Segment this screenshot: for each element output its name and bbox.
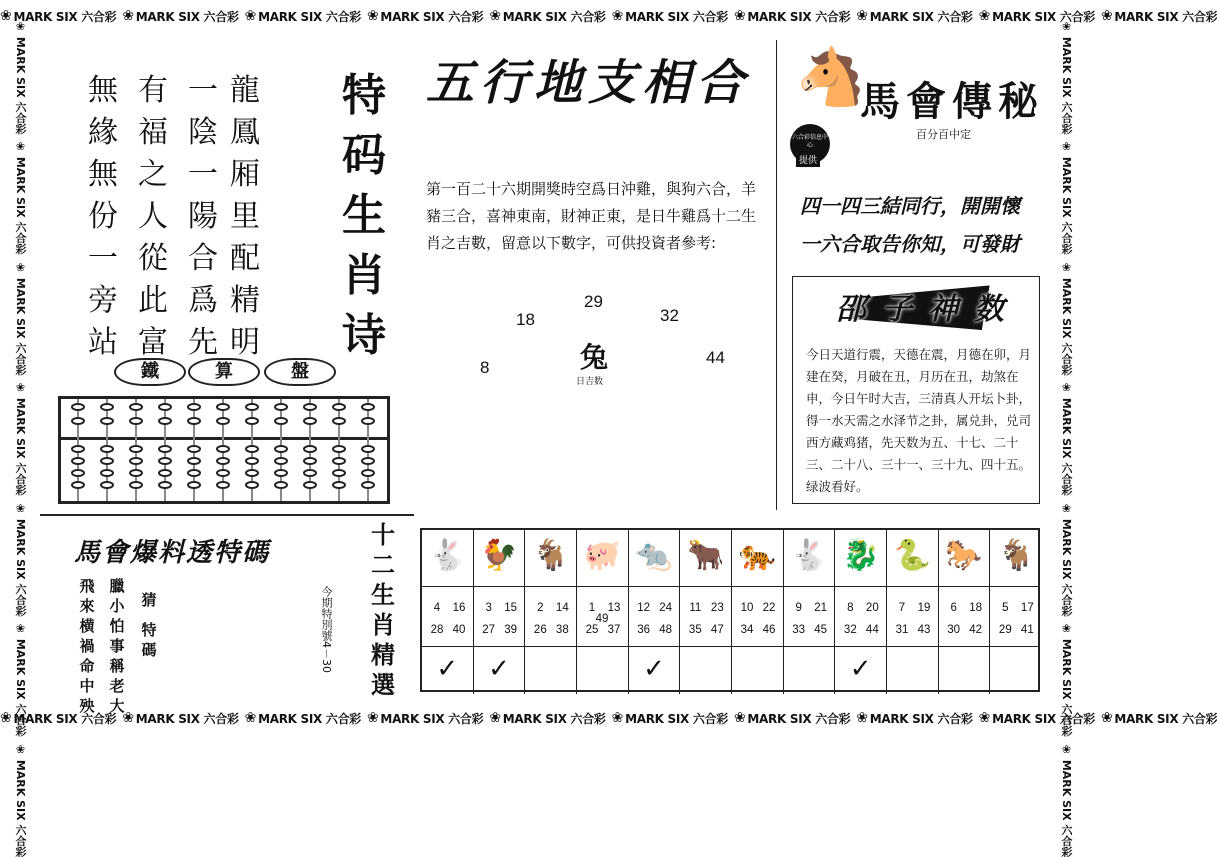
abacus-bead xyxy=(303,481,317,489)
abacus-bead xyxy=(71,403,85,411)
rabbit-icon: 🐇 xyxy=(790,538,828,573)
zodiac-number: 16 xyxy=(452,602,466,614)
seal-text: 六合彩信息中心 xyxy=(791,134,828,149)
flower-icon: ❀ xyxy=(122,8,134,24)
lucky-number: 29 xyxy=(584,292,603,311)
zodiac-number: 26 xyxy=(533,624,547,636)
abacus-bead xyxy=(100,469,114,477)
zodiac-number: 32 xyxy=(843,624,857,636)
border-unit: ❀ MARK SIX 六合彩 xyxy=(611,710,728,726)
lucky-zodiac-caption: 日吉数 xyxy=(576,377,604,387)
abacus-bead xyxy=(361,457,375,465)
border-unit: ❀ MARK SIX 六合彩 xyxy=(122,8,239,24)
abacus-bead xyxy=(274,469,288,477)
abacus-bead xyxy=(187,417,201,425)
border-unit: ❀ MARK SIX 六合彩 xyxy=(1060,20,1073,135)
zodiac-label: 十 二 生 肖 精 選 xyxy=(371,520,395,699)
abacus-bead xyxy=(187,457,201,465)
abacus-bead xyxy=(216,403,230,411)
abacus-bead xyxy=(303,469,317,477)
abacus-bead xyxy=(216,481,230,489)
check-icon: ✓ xyxy=(488,654,510,684)
zodiac-number: 3 xyxy=(485,602,492,614)
zodiac-number: 30 xyxy=(947,624,961,636)
flower-icon: ❀ xyxy=(1100,8,1113,24)
rooster-icon: 🐓 xyxy=(480,538,518,573)
flower-icon: ❀ xyxy=(122,710,134,726)
zodiac-number: 9 xyxy=(795,602,802,614)
abacus-bead xyxy=(361,445,375,453)
zodiac-number: 23 xyxy=(710,602,724,614)
abacus-label-3: 盤 xyxy=(264,358,336,386)
abacus-bead xyxy=(361,469,375,477)
border-unit: ❀ MARK SIX 六合彩 xyxy=(489,8,606,24)
zodiac-number: 6 xyxy=(950,602,957,614)
zodiac-column xyxy=(887,530,939,694)
special-number-note: 今期特別號4－30 xyxy=(320,586,333,673)
abacus-bead xyxy=(129,457,143,465)
zodiac-number: 27 xyxy=(482,624,496,636)
border-unit: ❀ MARK SIX 六合彩 xyxy=(14,622,27,737)
zodiac-number: 49 xyxy=(595,613,609,625)
insider-col-1: 飛 來 横 禍 命 中 殃 xyxy=(79,577,95,715)
border-unit: ❀ MARK SIX 六合彩 xyxy=(856,710,973,726)
top-border xyxy=(0,2,1217,30)
insider-title: 馬會爆料透特碼 xyxy=(74,538,271,568)
abacus-bead xyxy=(274,481,288,489)
zodiac-number: 24 xyxy=(659,602,673,614)
abacus-bead xyxy=(129,403,143,411)
abacus-label-1: 鐵 xyxy=(114,358,186,386)
zodiac-number: 11 xyxy=(689,602,702,614)
border-unit: ❀ MARK SIX 六合彩 xyxy=(1060,260,1073,376)
check-icon: ✓ xyxy=(849,654,872,684)
abacus-bead xyxy=(361,481,375,489)
abacus-bead xyxy=(158,457,172,465)
border-unit: ❀ MARK SIX 六合彩 xyxy=(14,140,27,255)
border-unit: ❀ MARK SIX 六合彩 xyxy=(14,260,27,376)
border-unit: ❀ MARK SIX 六合彩 xyxy=(14,381,27,496)
rabbit-icon: 🐇 xyxy=(428,538,466,573)
goat-icon: 🐐 xyxy=(997,538,1035,573)
zodiac-number: 31 xyxy=(895,624,909,636)
zodiac-column xyxy=(680,530,732,694)
flower-icon: ❀ xyxy=(1100,710,1113,726)
border-unit: ❀ MARK SIX 六合彩 xyxy=(733,710,851,726)
zodiac-number: 39 xyxy=(504,624,518,636)
flower-icon: ❀ xyxy=(978,8,991,24)
abacus-bead xyxy=(361,417,375,425)
flower-icon: ❀ xyxy=(978,710,991,726)
abacus-bead xyxy=(332,469,346,477)
abacus-bead xyxy=(158,481,172,489)
snake-icon: 🐍 xyxy=(893,538,931,573)
zodiac-number: 40 xyxy=(452,624,466,636)
zodiac-number: 28 xyxy=(430,624,444,636)
abacus-bead xyxy=(216,469,230,477)
flower-icon: ❀ xyxy=(0,8,12,24)
abacus-graphic xyxy=(58,396,390,504)
dragon-icon: 🐉 xyxy=(841,538,880,573)
abacus-bead xyxy=(100,403,114,411)
flower-icon: ❀ xyxy=(0,710,12,726)
zodiac-column xyxy=(474,530,526,694)
bottom-border xyxy=(0,704,1217,732)
border-unit: ❀ MARK SIX 六合彩 xyxy=(1060,501,1073,617)
zodiac-number: 36 xyxy=(637,624,651,636)
abacus-bead xyxy=(274,457,288,465)
border-unit: ❀ MARK SIX 六合彩 xyxy=(366,8,484,24)
lucky-number: 44 xyxy=(706,348,725,367)
shao-title: 邵子神数 xyxy=(836,292,1020,327)
zodiac-number: 47 xyxy=(710,624,724,636)
poem-line-1: 龍 鳳 厢 里 配 精 明 xyxy=(230,73,260,360)
abacus-bead xyxy=(332,457,346,465)
zodiac-number: 41 xyxy=(1020,624,1034,636)
abacus-bead xyxy=(303,403,317,411)
abacus-bead xyxy=(245,481,259,489)
zodiac-number: 4 xyxy=(433,602,441,614)
border-unit: ❀ MARK SIX 六合彩 xyxy=(0,710,117,726)
abacus-bead xyxy=(129,417,143,425)
zodiac-number: 35 xyxy=(688,624,702,636)
abacus-bead xyxy=(71,469,85,477)
flower-icon: ❀ xyxy=(489,710,501,726)
zodiac-number: 17 xyxy=(1020,602,1034,614)
abacus-bead xyxy=(361,403,375,411)
border-unit: ❀ MARK SIX 六合彩 xyxy=(0,8,117,24)
zodiac-number: 14 xyxy=(555,602,569,614)
abacus-bead xyxy=(187,469,201,477)
abacus-bead xyxy=(332,417,346,425)
zodiac-number: 1 xyxy=(588,602,596,614)
border-unit: ❀ MARK SIX 六合彩 xyxy=(1060,140,1073,255)
zodiac-number: 34 xyxy=(740,624,754,636)
zodiac-number: 18 xyxy=(969,602,983,614)
zodiac-number: 43 xyxy=(917,624,931,636)
zodiac-number: 29 xyxy=(998,624,1012,636)
flower-icon: ❀ xyxy=(244,8,257,24)
flower-icon: ❀ xyxy=(856,8,868,24)
horse-icon: 🐎 xyxy=(945,538,983,573)
zodiac-number: 42 xyxy=(969,624,983,636)
zodiac-column xyxy=(835,530,887,694)
flower-icon: ❀ xyxy=(611,710,624,726)
border-unit: ❀ MARK SIX 六合彩 xyxy=(244,710,361,726)
zodiac-number: 12 xyxy=(637,602,651,614)
flower-icon: ❀ xyxy=(611,8,624,24)
abacus-bead xyxy=(274,417,288,425)
zodiac-column xyxy=(939,530,991,694)
border-unit: ❀ MARK SIX 六合彩 xyxy=(1060,622,1073,737)
flower-icon: ❀ xyxy=(489,8,501,24)
pig-icon: 🐖 xyxy=(583,538,621,573)
border-unit: ❀ MARK SIX 六合彩 xyxy=(611,8,728,24)
border-unit: ❀ MARK SIX 六合彩 xyxy=(1060,742,1073,857)
check-icon: ✓ xyxy=(436,654,459,684)
zodiac-number: 10 xyxy=(740,602,754,614)
abacus-bead xyxy=(332,403,346,411)
zodiac-column xyxy=(732,530,784,694)
abacus-bead xyxy=(71,445,85,453)
lucky-number: 32 xyxy=(660,306,679,325)
lucky-number: 18 xyxy=(516,310,535,329)
border-unit: ❀ MARK SIX 六合彩 xyxy=(366,710,484,726)
abacus-bead xyxy=(303,417,317,425)
hundred-percent-subtitle: 百分百中定 xyxy=(916,128,971,141)
flower-icon: ❀ xyxy=(856,710,868,726)
border-unit: ❀ MARK SIX 六合彩 xyxy=(489,710,606,726)
zodiac-number: 38 xyxy=(555,624,569,636)
shao-text: 今日天道行震，天德在震，月德在卯，月建在癸，月破在丑，月历在丑，劫煞在申，今日午时大吉，三清真人开坛卜卦，得一水天需之水泽节之卦，属兑卦，兑司西方藏鸡猪，先天数为五、十七、二十三、二十八、三十一、三十九、四十五。绿波看好。 xyxy=(806,347,1032,494)
zodiac-number: 2 xyxy=(537,602,544,614)
poem-title: 特 码 生 肖 诗 xyxy=(342,70,386,361)
abacus-bead xyxy=(303,457,317,465)
abacus-bead xyxy=(245,445,259,453)
abacus-bead xyxy=(245,469,259,477)
divider xyxy=(776,40,777,510)
abacus-bead xyxy=(245,457,259,465)
insider-col-2: 臘 小 怕 事 稱 老 大 xyxy=(109,577,125,715)
zodiac-number: 15 xyxy=(504,602,518,614)
forecast-paragraph: 第一百二十六期開獎時空爲日沖雞，與狗六合，羊豬三合，喜神東南，財神正東，是日牛雞爲十二生肖之吉數，留意以下數字，可供投資者參考: xyxy=(426,180,757,252)
abacus-bead xyxy=(71,417,85,425)
zodiac-number: 13 xyxy=(607,602,621,614)
abacus-bead xyxy=(71,457,85,465)
zodiac-column xyxy=(990,530,1042,694)
zodiac-number: 20 xyxy=(865,602,879,614)
border-unit: ❀ MARK SIX 六合彩 xyxy=(856,8,973,24)
abacus-bead xyxy=(158,445,172,453)
abacus-bead xyxy=(216,457,230,465)
border-unit: ❀ MARK SIX 六合彩 xyxy=(978,8,1095,24)
border-unit: ❀ MARK SIX 六合彩 xyxy=(14,501,27,617)
zodiac-number: 21 xyxy=(814,602,828,614)
lucky-zodiac: 兔 xyxy=(580,341,609,374)
zodiac-column xyxy=(577,530,629,694)
seal-provide: 提供 xyxy=(796,152,820,167)
abacus-bead xyxy=(303,445,317,453)
abacus-bead xyxy=(158,469,172,477)
zodiac-number: 7 xyxy=(898,602,906,614)
abacus-label-2: 算 xyxy=(188,358,260,386)
abacus-bead xyxy=(100,481,114,489)
hint-line-2: 一六合取告你知，可發財 xyxy=(800,232,1020,256)
abacus-bead xyxy=(100,457,114,465)
abacus-bead xyxy=(187,445,201,453)
zodiac-number: 25 xyxy=(585,624,599,636)
zodiac-number: 48 xyxy=(659,624,673,636)
zodiac-table xyxy=(420,528,1040,692)
abacus-bead xyxy=(332,445,346,453)
flower-icon: ❀ xyxy=(244,710,257,726)
horse-secret-title: 馬會傳秘 xyxy=(860,78,1044,125)
abacus-bead xyxy=(274,403,288,411)
abacus-bead xyxy=(245,403,259,411)
border-unit: ❀ MARK SIX 六合彩 xyxy=(1100,710,1217,726)
zodiac-number: 19 xyxy=(917,602,931,614)
right-border xyxy=(1054,20,1078,857)
flower-icon: ❀ xyxy=(366,710,379,726)
abacus-bead xyxy=(129,445,143,453)
abacus-bead xyxy=(216,417,230,425)
border-unit: ❀ MARK SIX 六合彩 xyxy=(122,710,239,726)
border-unit: ❀ MARK SIX 六合彩 xyxy=(733,8,851,24)
abacus-bead xyxy=(216,445,230,453)
zodiac-column xyxy=(422,530,474,694)
insider-col-3: 猜 xyxy=(141,591,157,609)
flower-icon: ❀ xyxy=(733,710,746,726)
check-icon: ✓ xyxy=(643,654,665,684)
zodiac-number: 33 xyxy=(792,624,806,636)
insider-col-4: 特 碼 xyxy=(141,621,157,659)
tiger-icon: 🐅 xyxy=(738,538,776,573)
lucky-number: 8 xyxy=(480,358,490,377)
zodiac-number: 22 xyxy=(762,602,776,614)
abacus-bead xyxy=(245,417,259,425)
divider xyxy=(40,514,414,516)
goat-icon: 🐐 xyxy=(531,538,570,573)
flower-icon: ❀ xyxy=(733,8,746,24)
border-unit: ❀ MARK SIX 六合彩 xyxy=(14,742,27,857)
abacus-bead xyxy=(129,481,143,489)
horse-head-icon: 🐴 xyxy=(796,45,866,110)
abacus-bead xyxy=(187,481,201,489)
border-unit: ❀ MARK SIX 六合彩 xyxy=(1100,8,1217,24)
hint-line-1: 四一四三結同行，開開懷 xyxy=(800,194,1020,218)
zodiac-number: 37 xyxy=(607,624,621,636)
zodiac-number: 44 xyxy=(865,624,879,636)
abacus-bead xyxy=(332,481,346,489)
zodiac-column xyxy=(784,530,836,694)
zodiac-number: 5 xyxy=(1002,602,1009,614)
left-border xyxy=(8,20,32,857)
zodiac-number: 8 xyxy=(847,602,854,614)
border-unit: ❀ MARK SIX 六合彩 xyxy=(244,8,361,24)
abacus-bead xyxy=(187,403,201,411)
poem-line-2: 一 陰 一 陽 合 爲 先 xyxy=(188,73,218,360)
border-unit: ❀ MARK SIX 六合彩 xyxy=(14,20,27,135)
ox-icon: 🐂 xyxy=(686,538,725,573)
abacus-bead xyxy=(100,445,114,453)
zodiac-number: 46 xyxy=(762,624,776,636)
poem-line-4: 無 緣 無 份 一 旁 站 xyxy=(88,73,118,360)
zodiac-number: 45 xyxy=(814,624,828,636)
abacus-bead xyxy=(129,469,143,477)
border-unit: ❀ MARK SIX 六合彩 xyxy=(978,710,1095,726)
zodiac-column xyxy=(629,530,681,694)
border-unit: ❀ MARK SIX 六合彩 xyxy=(1060,381,1073,496)
abacus-bead xyxy=(158,403,172,411)
rat-icon: 🐀 xyxy=(635,538,673,573)
abacus-bead xyxy=(71,481,85,489)
zodiac-column xyxy=(525,530,577,694)
abacus-bead xyxy=(100,417,114,425)
poem-line-3: 有 福 之 人 從 此 富 xyxy=(138,73,168,360)
flower-icon: ❀ xyxy=(366,8,379,24)
abacus-bead xyxy=(158,417,172,425)
five-elements-title: 五行地支相合 xyxy=(426,55,751,111)
abacus-bead xyxy=(274,445,288,453)
